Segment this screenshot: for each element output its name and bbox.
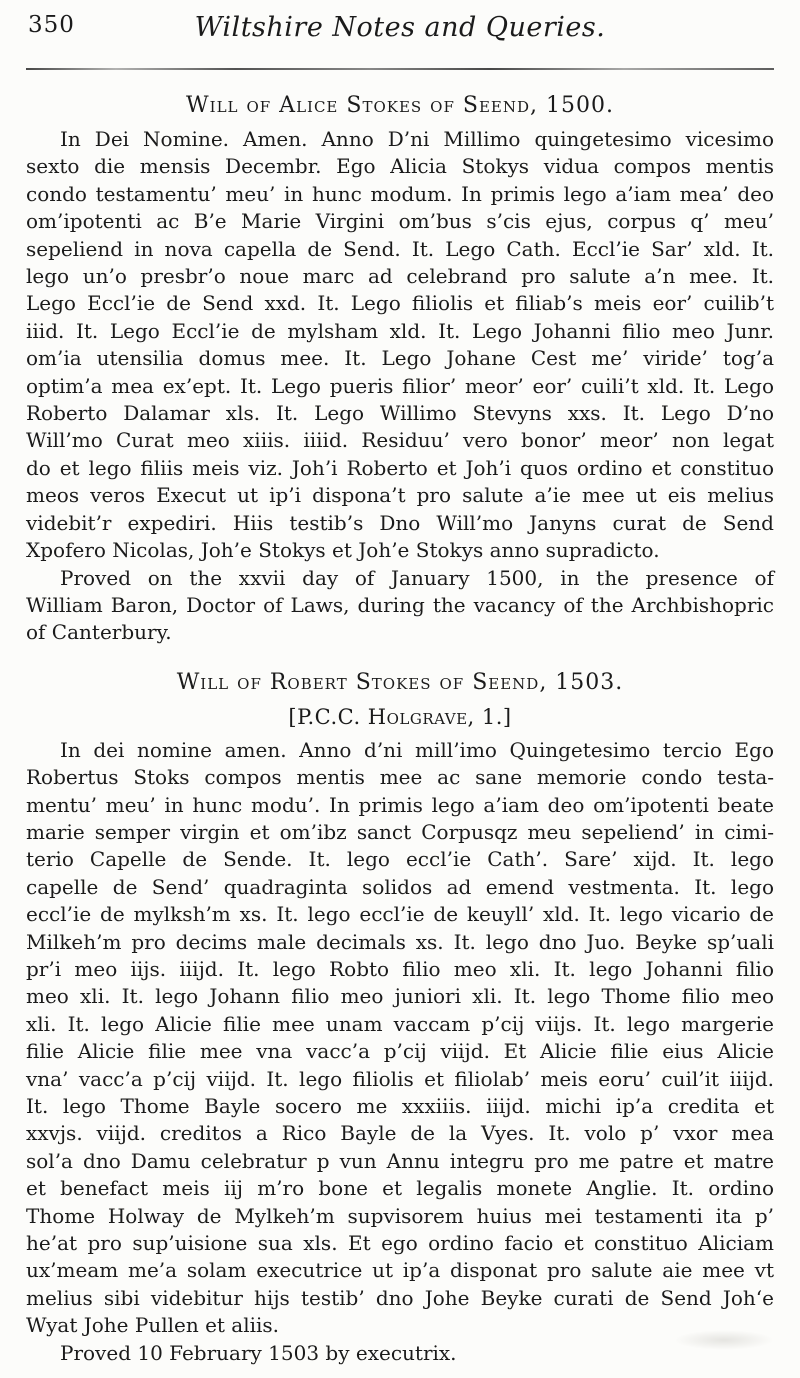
text-line: et benefact meis iij m’ro bone et legalis monete Anglie. It. ordino bbox=[26, 1176, 774, 1201]
will-section bbox=[0, 92, 800, 647]
text-line: Roberto Dalamar xls. It. Lego Willimo Stevyns xxs. It. Lego D’no bbox=[26, 401, 774, 426]
header-rule bbox=[26, 68, 774, 70]
section-heading: Will of Alice Stokes of Seend, 1500. bbox=[186, 93, 614, 118]
text-line: Xpofero Nicolas, Joh’e Stokys et Joh’e Stokys anno supradicto. bbox=[26, 538, 660, 563]
text-line: In dei nomine amen. Anno d’ni mill’imo Quingetesimo tercio Ego bbox=[60, 737, 774, 762]
text-line: It. lego Thome Bayle socero me xxxiiis. iiijd. michi ip’a credita et bbox=[26, 1094, 774, 1118]
section-heading: Will of Robert Stokes of Seend, 1503. bbox=[176, 669, 624, 695]
text-line: meos veros Execut ut ip’i dispona’t pro salute a’ie mee ut eis melius bbox=[26, 483, 774, 508]
text-line: xxvjs. viijd. creditos a Rico Bayle de la Vyes. It. volo p’ vxor mea bbox=[26, 1121, 774, 1146]
text-line: Robertus Stoks compos mentis mee ac sane memorie condo testa- bbox=[26, 765, 774, 790]
text-line: vna’ vacc’a p’cij viijd. It. lego filiolis et filiolab’ meis eoru’ cuil’it iiijd. bbox=[26, 1066, 774, 1091]
scan-smudge bbox=[674, 1330, 774, 1350]
text-line: videbit’r expediri. Hiis testib’s Dno Will’mo Janyns curat de Send bbox=[26, 510, 774, 535]
text-line: of Canterbury. bbox=[26, 620, 172, 645]
text-line: condo testamentu’ meu’ in hunc modum. In primis lego a’iam mea’ deo bbox=[26, 181, 774, 206]
text-line: meo xli. It. lego Johann filio meo juniori xli. It. lego Thome filio meo bbox=[26, 984, 774, 1009]
text-line: In Dei Nomine. Amen. Anno D’ni Millimo quingetesimo vicesimo bbox=[60, 127, 774, 151]
text-line: Thome Holway de Mylkeh’m supvisorem huius mei testamenti ita p’ bbox=[26, 1203, 774, 1228]
text-line: sol’a dno Damu celebratur p vun Annu integru pro me patre et matre bbox=[26, 1148, 774, 1173]
text-line: iiid. It. Lego Eccl’ie de mylsham xld. It. Lego Johanni filio meo Junr. bbox=[26, 318, 774, 343]
section-subheading: [P.C.C. Holgrave, 1.] bbox=[288, 704, 512, 729]
text-line: ux’meam me’a solam executrice ut ip’a disponat pro salute aie mee vt bbox=[26, 1258, 774, 1283]
paragraph bbox=[0, 737, 800, 1340]
text-line: pr’i meo iijs. iiijd. It. lego Robto filio meo xli. It. lego Johanni filio bbox=[26, 956, 774, 981]
text-line: Lego Eccl’ie de Send xxd. It. Lego filiolis et filiab’s meis eor’ cuilib’t bbox=[26, 291, 774, 316]
running-title: Wiltshire Notes and Queries. bbox=[194, 12, 606, 43]
text-line: sexto die mensis Decembr. Ego Alicia Stokys vidua compos mentis bbox=[26, 154, 774, 179]
text-line: melius sibi videbitur hijs testib’ dno Johe Beyke curati de Send Joh‘e bbox=[26, 1285, 774, 1310]
text-line: mentu’ meu’ in hunc modu’. In primis lego a’iam deo om’ipotenti beate bbox=[26, 792, 774, 817]
text-line: terio Capelle de Sende. It. lego eccl’ie Cath’. Sare’ xijd. It. lego bbox=[26, 847, 774, 872]
text-line: eccl’ie de mylksh’m xs. It. lego eccl’ie de keuyll’ xld. It. lego vicario de bbox=[26, 902, 774, 927]
text-line: optim’a mea ex’ept. It. Lego pueris filior’ meor’ eor’ cuili’t xld. It. Lego bbox=[26, 373, 774, 398]
text-line: filie Alicie filie mee vna vacc’a p’cij viijd. Et Alicie filie eius Alicie bbox=[26, 1039, 774, 1064]
text-line: William Baron, Doctor of Laws, during the vacancy of the Archbishopric bbox=[26, 592, 774, 617]
text-line: Will’mo Curat meo xiiis. iiiid. Residuu’ vero bonor’ meor’ non legat bbox=[26, 428, 774, 453]
text-line: capelle de Send’ quadraginta solidos ad emend vestmenta. It. lego bbox=[26, 874, 774, 899]
will-section bbox=[0, 669, 800, 1367]
page-number: 350 bbox=[28, 12, 75, 38]
text-line: marie semper virgin et om’ibz sanct Corpusqz meu sepeliend’ in cimi- bbox=[26, 819, 774, 844]
text-line: xli. It. lego Alicie filie mee unam vaccam p’cij viijs. It. lego margerie bbox=[26, 1011, 774, 1036]
paragraph bbox=[0, 565, 800, 647]
text-line: Wyat Johe Pullen et aliis. bbox=[26, 1313, 280, 1338]
text-line: om’ia utensilia domus mee. It. Lego Johane Cest me’ viride’ tog’a bbox=[26, 346, 774, 371]
text-line: he’at pro sup’uisione sua xls. Et ego ordino facio et constituo Aliciam bbox=[26, 1231, 774, 1256]
text-line: sepeliend in nova capella de Send. It. Lego Cath. Eccl’ie Sar’ xld. It. bbox=[26, 236, 774, 261]
text-line: Milkeh’m pro decims male decimals xs. It. lego dno Juo. Beyke sp’uali bbox=[26, 929, 774, 954]
paragraph bbox=[0, 126, 800, 565]
text-line: do et lego filiis meis viz. Joh’i Roberto et Joh’i quos ordino et constituo bbox=[26, 455, 774, 480]
page-header bbox=[0, 0, 800, 54]
text-line: lego un’o presbr’o noue marc ad celebrand pro salute a’n mee. It. bbox=[26, 264, 774, 289]
text-line: om’ipotenti ac B’e Marie Virgini om’bus s’cis ejus, corpus q’ meu’ bbox=[26, 209, 774, 234]
text-line: Proved on the xxvii day of January 1500, in the presence of bbox=[60, 565, 774, 590]
text-line: Proved 10 February 1503 by executrix. bbox=[60, 1340, 457, 1365]
document-body bbox=[0, 92, 800, 1367]
